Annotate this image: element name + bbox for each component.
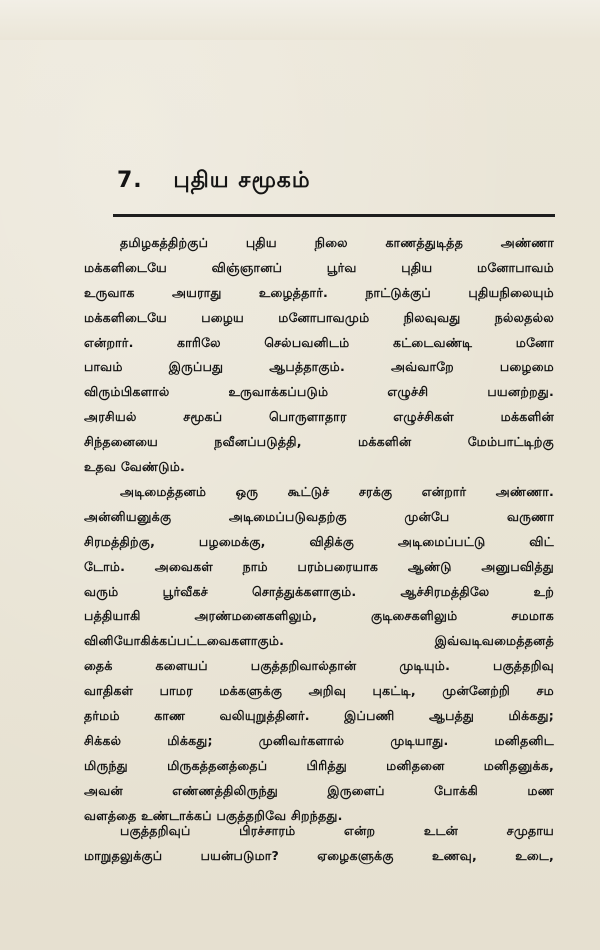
- paragraph-line: அன்னியனுக்கு அடிமைப்படுவதற்கு முன்பே வருணா: [84, 508, 554, 524]
- paragraph-1: [84, 231, 554, 480]
- paragraph-line: பகுத்தறிவுப் பிரச்சாரம் என்ற உடன் சமுதாய: [120, 823, 554, 838]
- paragraph-line: அடிமைத்தனம் ஒரு கூட்டுச் சரக்கு என்றார் அண்ணா.: [120, 484, 554, 499]
- paragraph-2: [84, 480, 554, 828]
- paragraph-line: வரும் பூர்வீகச் சொத்துக்களாகும். ஆச்சிரமத்திலே உற்: [84, 583, 554, 599]
- paragraph-line: டோம். அவைகள் நாம் பரம்பரையாக ஆண்டு அனுபவித்து: [84, 558, 554, 574]
- paragraph-line: விரும்பிகளால் உருவாக்கப்படும் எழுச்சி பயனற்றது.: [84, 384, 554, 400]
- paragraph-line: சிரமத்திற்கு, பழமைக்கு, விதிக்கு அடிமைப்பட்டு விட்: [84, 533, 554, 549]
- paragraph-line: மக்களிடையே பழைய மனோபாவமும் நிலவுவது நல்லதல்ல: [84, 309, 554, 325]
- paragraph-line: அரசியல் சமூகப் பொருளாதார எழுச்சிகள் மக்களின்: [84, 409, 554, 425]
- paragraph-line: வளத்தை உண்டாக்கப் பகுத்தறிவே சிறந்தது.: [84, 807, 343, 823]
- chapter-heading: [117, 168, 311, 196]
- paragraph-line: தைக் களையப் பகுத்தறிவால்தான் முடியும். பகுத்தறிவு: [84, 658, 554, 674]
- paragraph-line: பாவம் இருப்பது ஆபத்தாகும். அவ்வாறே பழைமை: [84, 359, 554, 375]
- paragraph-line: மாறுதலுக்குப் பயன்படுமா? ஏழைகளுக்கு உணவு, உடை,: [84, 847, 554, 863]
- paragraph-3: [84, 819, 554, 869]
- paragraph-line: சிந்தனையை நவீனப்படுத்தி, மக்களின் மேம்பாட்டிற்கு: [84, 434, 554, 450]
- paragraph-line: என்றார். காரிலே செல்பவனிடம் கட்டைவண்டி மனோ: [84, 334, 554, 350]
- paragraph-line: சிக்கல் மிக்கது; முனிவர்களால் முடியாது. மனிதனிட: [84, 732, 554, 748]
- chapter-title: புதிய சமூகம்: [173, 168, 311, 193]
- paragraph-line: வினியோகிக்கப்பட்டவைகளாகும். இவ்வடிவமைத்தனத்: [84, 633, 554, 649]
- paragraph-line: மிருந்து மிருகத்தனத்தைப் பிரித்து மனிதனை மனிதனுக்க,: [84, 757, 554, 773]
- paragraph-line: உதவ வேண்டும்.: [84, 459, 186, 475]
- paragraph-line: பத்தியாகி அரண்மனைகளிலும், குடிசைகளிலும் சமமாக: [84, 608, 554, 624]
- paragraph-line: உருவாக அயராது உழைத்தார். நாட்டுக்குப் புதியநிலையும்: [84, 284, 554, 300]
- paragraph-line: அவன் எண்ணத்திலிருந்து இருளைப் போக்கி மண: [84, 782, 554, 798]
- paragraph-line: தமிழகத்திற்குப் புதிய நிலை காணத்துடித்த அண்ணா: [120, 235, 554, 250]
- chapter-number: 7.: [117, 168, 143, 193]
- paragraph-line: தர்மம் காண வலியுறுத்தினர். இப்பணி ஆபத்து மிக்கது;: [84, 708, 554, 724]
- paragraph-line: மக்களிடையே விஞ்ஞானப் பூர்வ புதிய மனோபாவம்: [84, 259, 554, 275]
- paragraph-line: வாதிகள் பாமர மக்களுக்கு அறிவு புகட்டி, முன்னேற்றி சம: [84, 683, 554, 699]
- page-top-edge: [0, 0, 600, 40]
- heading-rule: [113, 214, 555, 217]
